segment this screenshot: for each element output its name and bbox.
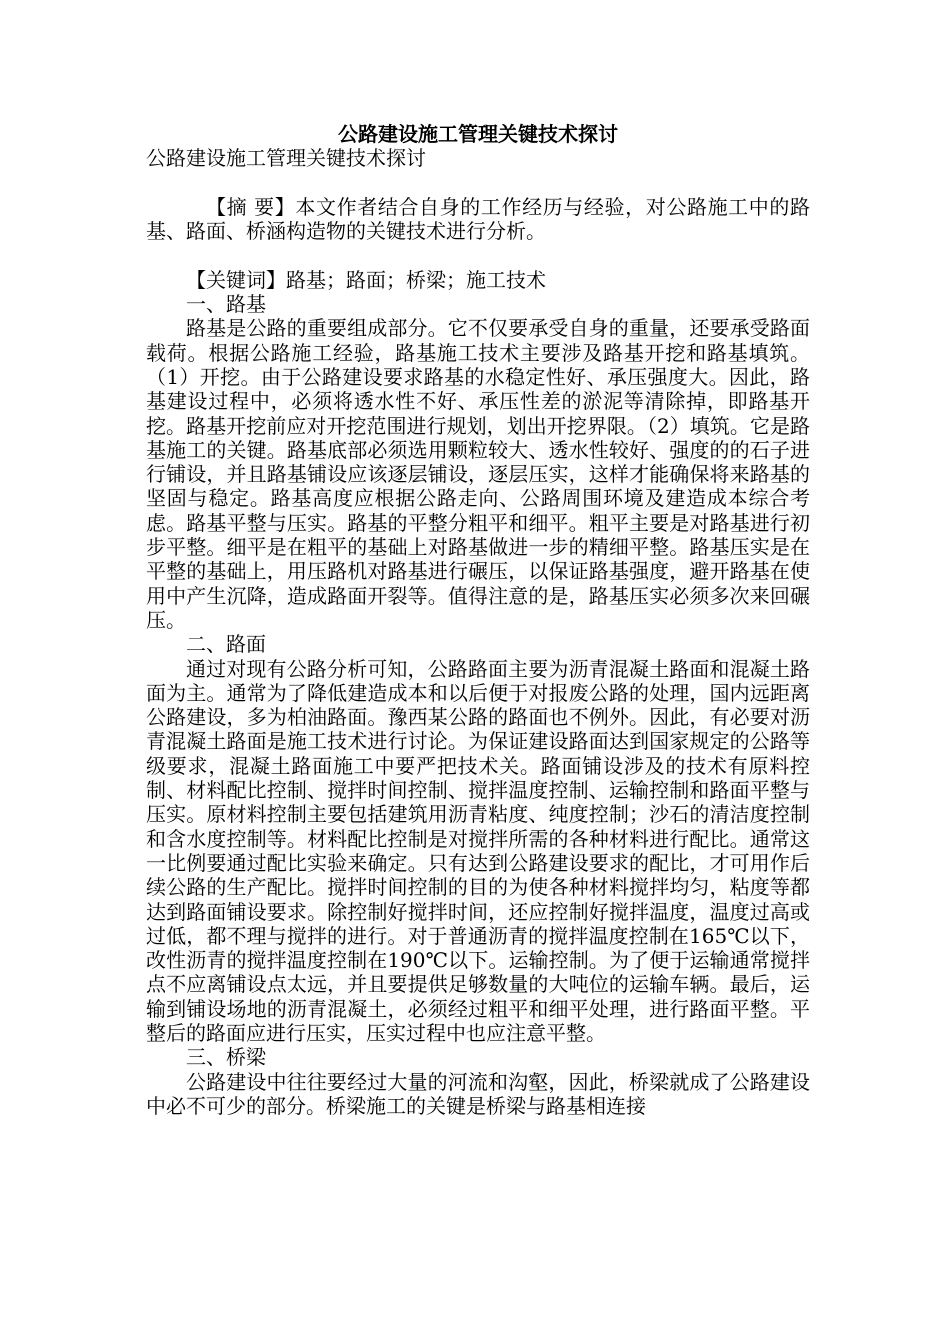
document-subtitle: 公路建设施工管理关键技术探讨: [146, 146, 426, 171]
document-title: 公路建设施工管理关键技术探讨: [338, 122, 618, 146]
keywords-line: 【关键词】路基；路面；桥梁；施工技术: [186, 267, 546, 292]
abstract-paragraph: 【摘 要】本文作者结合自身的工作经历与经验，对公路施工中的路基、路面、桥涵构造物的关键技术进行分析。: [146, 194, 810, 244]
section-heading-roadbed: 一、路基: [186, 292, 266, 317]
section-body-pavement: 通过对现有公路分析可知，公路路面主要为沥青混凝土路面和混凝土路面为主。通常为了降低建造成本和以后便于对报废公路的处理，国内远距离公路建设，多为柏油路面。豫西某公路的路面也不例外。因此，有必要对沥青混凝土路面是施工技术进行讨论。为保证建设路面达到国家规定的公路等级要求，混凝土路面施工中要严把技术关。路面铺设涉及的技术有原料控制、材料配比控制、搅拌时间控制、搅拌温度控制、运输控制和路面平整与压实。原材料控制主要包括建筑用沥青粘度、纯度控制；沙石的清洁度控制和含水度控制等。材料配比控制是对搅拌所需的各种材料进行配比。通常这一比例要通过配比实验来确定。只有达到公路建设要求的配比，才可用作后续公路的生产配比。搅拌时间控制的目的为使各种材料搅拌均匀，粘度等都达到路面铺设要求。除控制好搅拌时间，还应控制好搅拌温度，温度过高或过低，都不理与搅拌的进行。对于普通沥青的搅拌温度控制在165℃以下，改性沥青的搅拌温度控制在190℃以下。运输控制。为了便于运输通常搅拌点不应离铺设点太远，并且要提供足够数量的大吨位的运输车辆。最后，运输到铺设场地的沥青混凝土，必须经过粗平和细平处理，进行路面平整。平整后的路面应进行压实，压实过程中也应注意平整。: [146, 656, 810, 1045]
section-body-roadbed: 路基是公路的重要组成部分。它不仅要承受自身的重量，还要承受路面载荷。根据公路施工经验，路基施工技术主要涉及路基开挖和路基填筑。（1）开挖。由于公路建设要求路基的水稳定性好、承压强度大。因此，路基建设过程中，必须将透水性不好、承压性差的淤泥等清除掉，即路基开挖。路基开挖前应对开挖范围进行规划，划出开挖界限。（2）填筑。它是路基施工的关键。路基底部必须选用颗粒较大、透水性较好、强度的的石子进行铺设，并且路基铺设应该逐层铺设，逐层压实，这样才能确保将来路基的坚固与稳定。路基高度应根据公路走向、公路周围环境及建造成本综合考虑。路基平整与压实。路基的平整分粗平和细平。粗平主要是对路基进行初步平整。细平是在粗平的基础上对路基做进一步的精细平整。路基压实是在平整的基础上，用压路机对路基进行碾压，以保证路基强度，避开路基在使用中产生沉降，造成路面开裂等。值得注意的是，路基压实必须多次来回碾压。: [146, 316, 810, 632]
blank-line: [146, 171, 810, 195]
section-heading-pavement: 二、路面: [186, 632, 266, 657]
document-page: [146, 122, 810, 1118]
section-body-bridge: 公路建设中往往要经过大量的河流和沟壑，因此，桥梁就成了公路建设中必不可少的部分。桥梁施工的关键是桥梁与路基相连接: [146, 1069, 810, 1118]
section-heading-bridge: 三、桥梁: [186, 1045, 266, 1070]
blank-line: [146, 243, 810, 267]
